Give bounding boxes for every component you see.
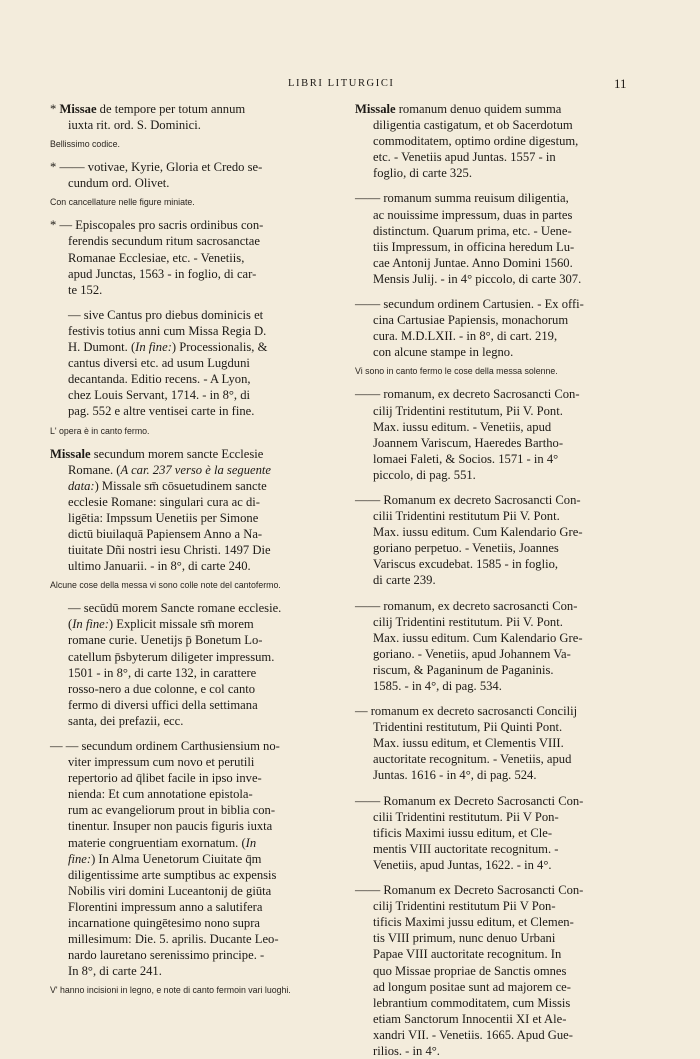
catalog-entry <box>355 492 633 589</box>
text-run: tificis Maximi iussu editum, et Cle- <box>373 825 553 840</box>
text-line <box>50 233 334 249</box>
text-line <box>355 809 633 825</box>
text-run: In fine: <box>72 617 109 632</box>
text-line <box>355 857 633 873</box>
text-line <box>355 703 633 719</box>
text-run: apud Junctas, 1563 - in foglio, di car- <box>68 266 257 281</box>
text-run: ) Explicit missale sm̄ morem <box>108 617 254 632</box>
text-run: goriano perpetuo. - Venetiis, Joannes <box>373 541 559 556</box>
text-run: tis VIII primum, nunc denuo Urbani <box>373 931 556 946</box>
text-run: Mensis Julij. - in 4° piccolo, di carte 307. <box>373 271 582 286</box>
text-run: iuxta rit. ord. S. Dominici. <box>68 118 201 133</box>
text-line <box>355 630 633 646</box>
text-run: Joannem Variscum, Haeredes Bartho- <box>373 435 564 450</box>
text-line <box>355 662 633 678</box>
text-run: * —— votivae, Kyrie, Gloria et Credo se- <box>50 160 263 175</box>
text-run: decantanda. Editio recens. - A Lyon, <box>68 372 251 387</box>
text-line <box>50 867 334 883</box>
text-line <box>355 841 633 857</box>
text-line <box>50 649 334 665</box>
text-run: ) In Alma Uenetorum Ciuitate q̄m <box>91 851 262 866</box>
text-run: secundum morem sancte Ecclesie <box>90 446 264 461</box>
text-run: lomaei Faleti, & Socios. 1571 - in 4° <box>373 451 559 466</box>
text-line <box>355 572 633 588</box>
text-run: con alcune stampe in legno. <box>373 345 514 360</box>
text-run: In <box>245 835 257 850</box>
text-line <box>50 931 334 947</box>
text-run: pag. 552 e altre ventisei carte in fine. <box>68 404 255 419</box>
text-line <box>355 133 633 149</box>
catalog-note <box>355 366 633 377</box>
catalog-note <box>50 426 334 437</box>
text-run: cilij Tridentini restitutum Pii V Pon- <box>373 899 556 914</box>
text-line <box>50 526 334 542</box>
text-line <box>50 770 334 786</box>
text-run: etc. - Venetiis apud Juntas. 1557 - in <box>373 150 556 165</box>
text-line <box>355 149 633 165</box>
text-run: 1501 - in 8°, di carte 132, in carattere <box>68 665 257 680</box>
text-run: nardo lauretano serenissimo principe. - <box>68 948 265 963</box>
text-run: —— romanum, ex decreto sacrosancti Con- <box>355 598 578 613</box>
text-line <box>50 947 334 963</box>
text-line <box>50 802 334 818</box>
text-line <box>355 882 633 898</box>
catalog-entry <box>50 446 334 575</box>
text-line: V' hanno incisioni in legno, e note di canto fermo <box>50 985 239 996</box>
text-run: H. Dumont. ( <box>68 340 136 355</box>
text-line <box>355 556 633 572</box>
catalog-entry <box>355 598 633 695</box>
text-run: Romanae Ecclesiae, etc. - Venetiis, <box>68 250 245 265</box>
text-line <box>355 101 633 117</box>
text-run: * — Episcopales pro sacris ordinibus con- <box>50 218 264 233</box>
text-run: xandri VII. - Venetiis. 1665. Apud Gue- <box>373 1027 573 1042</box>
text-run: ( <box>68 617 73 632</box>
catalog-entry <box>355 703 633 783</box>
text-run: romanum denuo quidem summa <box>395 102 562 116</box>
text-line <box>355 344 633 360</box>
text-run: —— Romanum ex Decreto Sacrosancti Con- <box>355 883 584 898</box>
catalog-entry <box>355 101 633 181</box>
text-line <box>355 930 633 946</box>
text-run: piccolo, di pag. 551. <box>373 467 476 482</box>
catalog-entry <box>50 307 334 420</box>
text-run: Juntas. 1616 - in 4°, di pag. 524. <box>373 768 537 783</box>
text-run: Florentini impressum anno a salutifera <box>68 899 263 914</box>
text-run: foglio, di carte 325. <box>373 166 472 181</box>
text-line <box>50 250 334 266</box>
text-line <box>355 296 633 312</box>
text-run: lebrantium commoditatem, cum Missis <box>373 995 571 1010</box>
text-run: millesimum: Die. 5. aprilis. Ducante Leo- <box>68 932 279 947</box>
text-run: Papae VIII auctoritate recognitum. In <box>373 947 562 962</box>
text-line <box>50 697 334 713</box>
text-line <box>50 851 334 867</box>
text-line <box>355 946 633 962</box>
text-run: Nobilis viri domini Luceantonij de giūta <box>68 883 272 898</box>
text-line <box>50 446 334 462</box>
text-line <box>50 899 334 915</box>
text-line <box>355 271 633 287</box>
text-line <box>355 328 633 344</box>
text-run: ) Missale sm̄ cōsuetudinem sancte <box>94 478 267 493</box>
text-line <box>355 678 633 694</box>
text-run: cilii Tridentini restitutum Pii V. Pont. <box>373 509 560 524</box>
text-line <box>355 963 633 979</box>
entry-heading-word: Missae <box>59 102 97 116</box>
text-run: cae Antonij Juntae. Anno Domini 1560. <box>373 255 573 270</box>
text-line <box>355 1011 633 1027</box>
text-run: de tempore per totum annum <box>96 102 246 116</box>
text-line: Con cancellature nelle figure miniate. <box>50 197 195 208</box>
text-line <box>50 282 334 298</box>
text-run: riscum, & Paganinum de Paganinis. <box>373 662 554 677</box>
text-run: —— Romanum ex Decreto Sacrosancti Con- <box>355 793 584 808</box>
text-run: dictū biuilaquā Papiensem Anno a Na- <box>68 526 263 541</box>
text-run: —— romanum summa reuisum diligentia, <box>355 191 569 206</box>
catalog-entry <box>50 600 334 729</box>
text-run: ad longum positae sunt ad majorem ce- <box>373 979 571 994</box>
text-run: ac nouissime impressum, duas in partes <box>373 207 573 222</box>
text-run: * <box>50 102 60 116</box>
text-run: Romane. ( <box>68 462 121 477</box>
text-line <box>50 307 334 323</box>
text-run: cantus diversi etc. ad usum Lugduni <box>68 356 250 371</box>
text-run: Max. iussu editum. Cum Kalendario Gre- <box>373 525 583 540</box>
text-run: diligentissime arte sumptibus ac expensis <box>68 867 277 882</box>
text-run: goriano. - Venetiis, apud Johannem Va- <box>373 646 571 661</box>
catalog-entry <box>355 882 633 1059</box>
text-run: Variscus excudebat. 1585 - in foglio, <box>373 557 559 572</box>
text-line <box>355 540 633 556</box>
text-run: tiis Impressum, in officina heredum Lu- <box>373 239 575 254</box>
catalog-entry <box>355 296 633 360</box>
text-line <box>50 600 334 616</box>
entry-heading-word: Missale <box>50 446 91 461</box>
text-run: romane curie. Uenetijs p̄ Bonetum Lo- <box>68 633 263 648</box>
text-run: te 152. <box>68 282 103 297</box>
text-run: auctoritate recognitum. - Venetiis, apud <box>373 752 572 767</box>
text-line: in vari luoghi. <box>238 985 291 996</box>
catalog-entry <box>355 386 633 483</box>
text-run: etiam Sanctorum Innocentii XI et Ale- <box>373 1011 567 1026</box>
text-line <box>50 738 334 754</box>
text-run: ferendis secundum ritum sacrosanctae <box>68 234 260 249</box>
page-number: 11 <box>614 76 627 91</box>
text-run: commoditatem, optimo ordine digestum, <box>373 134 579 149</box>
text-line: Vi sono in canto fermo le cose della messa solenne. <box>355 366 558 377</box>
text-line <box>50 510 334 526</box>
text-line <box>355 825 633 841</box>
text-run: ecclesie Romane: singulari cura ac di- <box>68 494 260 509</box>
text-run: Max. iussu editum. Cum Kalendario Gre- <box>373 630 583 645</box>
text-run: materie congruentiam exornatum. ( <box>68 835 246 850</box>
left-column <box>50 101 334 996</box>
catalog-entry <box>50 159 334 191</box>
text-line <box>50 217 334 233</box>
text-line <box>50 159 334 175</box>
text-line <box>355 914 633 930</box>
text-line: Alcune cose della messa vi sono colle note del canto <box>50 580 256 591</box>
text-line <box>355 239 633 255</box>
text-run: cundum ord. Olivet. <box>68 176 170 191</box>
text-line <box>50 713 334 729</box>
text-line <box>355 646 633 662</box>
text-run: tiuitate Dñi nostri iesu Christi. 1497 Die <box>68 543 271 558</box>
text-run: tinentur. Insuper non paucis figuris iuxta <box>68 819 273 834</box>
text-line <box>50 632 334 648</box>
text-line <box>50 387 334 403</box>
text-run: cilii Tridentini restitutum. Pii V Pon- <box>373 809 559 824</box>
text-run: In 8°, di carte 241. <box>68 964 162 979</box>
catalog-entry <box>355 190 633 287</box>
text-line <box>355 995 633 1011</box>
text-line <box>50 494 334 510</box>
text-line <box>50 616 334 632</box>
text-run: catellum p̄sbyterum diligeter impressum. <box>68 649 275 664</box>
catalog-entry <box>355 793 633 873</box>
text-run: mentis VIII auctoritate recognitum. - <box>373 841 559 856</box>
right-column <box>355 101 633 1059</box>
text-line <box>355 403 633 419</box>
text-line <box>50 478 334 494</box>
text-line <box>50 542 334 558</box>
text-line <box>355 524 633 540</box>
text-run: — sive Cantus pro diebus dominicis et <box>68 307 264 322</box>
text-run: In fine: <box>135 340 172 355</box>
text-run: cilij Tridentini restitutum. Pii V. Pont. <box>373 614 563 629</box>
text-line <box>50 883 334 899</box>
text-run: Max. iussu editum. - Venetiis, apud <box>373 419 552 434</box>
text-line <box>50 835 334 851</box>
text-run: —— Romanum ex decreto Sacrosancti Con- <box>355 492 581 507</box>
text-line <box>50 339 334 355</box>
text-line <box>355 492 633 508</box>
text-run: fine: <box>68 851 92 866</box>
catalog-entry <box>50 101 334 133</box>
text-line <box>355 719 633 735</box>
text-line <box>50 371 334 387</box>
text-run: — secūdū morem Sancte romane ecclesie. <box>68 601 282 616</box>
text-run: rum ac evangeliorum prout in biblia con- <box>68 803 276 818</box>
text-run: Max. iussu editum, et Clementis VIII. <box>373 736 564 751</box>
text-line <box>50 323 334 339</box>
text-line <box>50 266 334 282</box>
text-run: quo Missae propriae de Sanctis omnes <box>373 963 567 978</box>
text-line <box>50 355 334 371</box>
text-line <box>50 818 334 834</box>
text-line <box>50 915 334 931</box>
running-head: LIBRI LITURGICI <box>288 78 395 89</box>
text-run: —— romanum, ex decreto Sacrosancti Con- <box>355 387 580 402</box>
text-line <box>50 175 334 191</box>
text-line <box>355 386 633 402</box>
text-line <box>50 101 334 117</box>
text-line <box>355 117 633 133</box>
catalog-note <box>50 197 334 208</box>
text-line <box>50 665 334 681</box>
text-line <box>355 1027 633 1043</box>
text-line <box>355 979 633 995</box>
text-run: cura. M.D.LXII. - in 8°, di cart. 219, <box>373 329 558 344</box>
text-line <box>355 735 633 751</box>
text-run: incarnatione quingētesimo nono supra <box>68 916 261 931</box>
text-run: di carte 239. <box>373 573 436 588</box>
text-line <box>355 165 633 181</box>
text-line <box>50 786 334 802</box>
text-line <box>355 898 633 914</box>
text-line <box>50 403 334 419</box>
text-line <box>355 767 633 783</box>
text-line <box>355 419 633 435</box>
text-run: — romanum ex decreto sacrosancti Concilij <box>355 704 578 719</box>
text-line <box>355 508 633 524</box>
text-line: L' opera è in canto fermo. <box>50 425 150 436</box>
text-run: cilij Tridentini restitutum, Pii V. Pont. <box>373 403 563 418</box>
text-run: A car. 237 verso è la seguente <box>120 462 271 477</box>
text-line <box>50 462 334 478</box>
text-line <box>355 451 633 467</box>
text-run: ligētia: Impssum Uenetiis per Simone <box>68 510 259 525</box>
text-line <box>355 255 633 271</box>
text-line <box>50 117 334 133</box>
catalog-note <box>50 580 334 591</box>
text-run: ) Processionalis, & <box>171 340 268 355</box>
entry-heading-word: Missale <box>355 102 396 116</box>
catalog-entry <box>50 217 334 297</box>
text-run: viter impressum cum novo et perutili <box>68 755 255 770</box>
text-line <box>50 754 334 770</box>
text-line <box>355 435 633 451</box>
text-run: —— secundum ordinem Cartusien. - Ex offi- <box>355 297 584 312</box>
catalog-note <box>50 985 334 996</box>
text-run: fermo di diversi uffici della settimana <box>68 697 258 712</box>
text-run: rosso-nero a due colonne, e col canto <box>68 681 256 696</box>
text-line <box>355 190 633 206</box>
text-line <box>50 963 334 979</box>
text-run: nienda: Et cum annotatione epistola- <box>68 787 253 802</box>
text-line <box>355 614 633 630</box>
text-line <box>355 598 633 614</box>
catalog-note <box>50 139 334 150</box>
text-line <box>355 793 633 809</box>
text-run: cina Cartusiae Papiensis, monachorum <box>373 313 569 328</box>
text-run: repertorio ad q̄libet facile in ipso inve- <box>68 771 262 786</box>
text-run: tificis Maximi jussu editum, et Clemen- <box>373 915 574 930</box>
text-line <box>355 223 633 239</box>
text-line <box>50 558 334 574</box>
text-run: — — secundum ordinem Carthusiensium no- <box>50 739 280 753</box>
text-line <box>355 312 633 328</box>
text-run: chez Louis Servant, 1714. - in 8°, di <box>68 388 251 403</box>
text-run: festivis totius anni cum Missa Regia D. <box>68 323 267 338</box>
text-run: Venetiis, apud Juntas, 1622. - in 4°. <box>373 857 552 872</box>
text-run: diligentia castigatum, et ob Sacerdotum <box>373 118 573 133</box>
text-run: ultimo Januarii. - in 8°, di carte 240. <box>68 559 251 574</box>
text-run: data: <box>68 478 95 493</box>
text-line <box>355 751 633 767</box>
text-line: Bellissimo codice. <box>50 139 120 150</box>
catalog-entry <box>50 738 334 979</box>
text-run: distinctum. Quarum prima, etc. - Uene- <box>373 223 572 238</box>
text-line <box>355 207 633 223</box>
text-run: Tridentini restitutum, Pii Quinti Pont. <box>373 720 563 735</box>
text-run: santa, dei prefazii, ecc. <box>68 713 184 728</box>
text-run: 1585. - in 4°, di pag. 534. <box>373 679 502 693</box>
text-line <box>355 1043 633 1059</box>
text-run: rilios. - in 4°. <box>373 1043 440 1058</box>
text-line <box>355 467 633 483</box>
text-line <box>50 681 334 697</box>
text-line: fermo. <box>255 580 281 591</box>
